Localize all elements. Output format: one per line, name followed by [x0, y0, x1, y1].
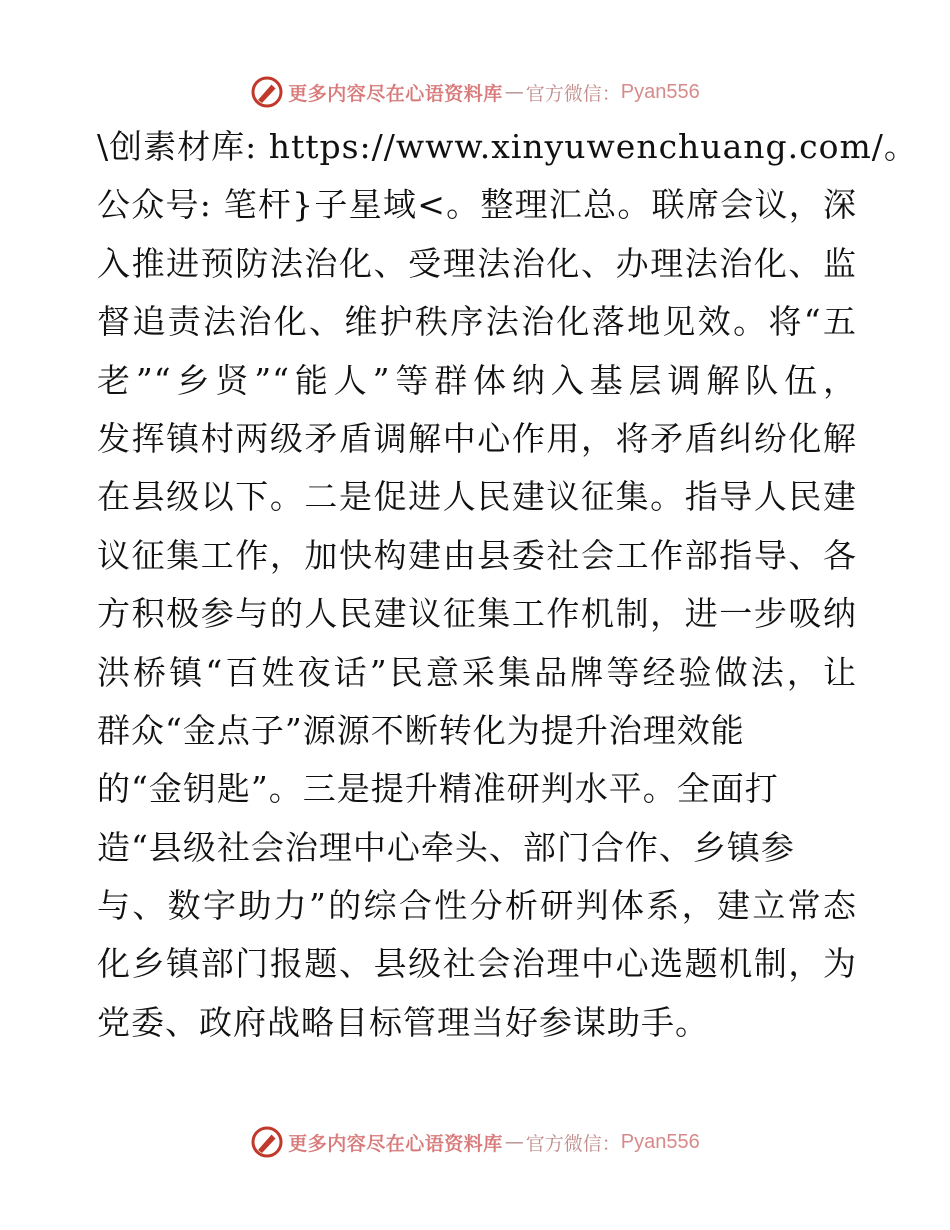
document-body	[97, 118, 918, 1052]
text-line: \创素材库: https://www.xinyuwenchuang.com/。	[97, 127, 918, 166]
text-line: 的“金钥匙”。三是提升精准研判水平。全面打	[97, 769, 779, 809]
pen-logo-icon	[250, 75, 284, 109]
text-line: 议征集工作，加快构建由县委社会工作部指导、各	[97, 535, 857, 575]
pen-logo-icon	[250, 1125, 284, 1159]
text-line: 党委、政府战略目标管理当好参谋助手。	[97, 1002, 709, 1042]
text-line: 与、数字助力”的综合性分析研判体系，建立常态	[97, 886, 857, 926]
text-line: 督追责法治化、维护秩序法治化落地见效。将“五	[97, 302, 857, 342]
watermark-separator: —	[504, 1131, 524, 1153]
watermark-wechat-id: Pyan556	[620, 80, 700, 103]
text-line: 入推进预防法治化、受理法治化、办理法治化、监	[97, 243, 857, 283]
text-line: 群众“金点子”源源不断转化为提升治理效能	[97, 710, 745, 750]
watermark-separator: —	[504, 81, 524, 103]
text-line: 造“县级社会治理中心牵头、部门合作、乡镇参	[97, 827, 795, 867]
header-watermark	[0, 72, 950, 112]
watermark-text: 更多内容尽在心语资料库	[288, 1132, 503, 1155]
text-line: 方积极参与的人民建议征集工作机制，进一步吸纳	[97, 594, 857, 634]
text-line: 公众号: 笔杆}子星域<。整理汇总。联席会议，深	[97, 185, 857, 225]
footer-watermark	[0, 1122, 950, 1162]
text-line: 老”“乡贤”“能人”等群体纳入基层调解队伍，	[97, 360, 857, 400]
watermark-wechat-id: Pyan556	[620, 1130, 700, 1153]
text-line: 发挥镇村两级矛盾调解中心作用，将矛盾纠纷化解	[97, 418, 857, 458]
text-line: 化乡镇部门报题、县级社会治理中心选题机制，为	[97, 944, 857, 984]
watermark-label: 官方微信：	[525, 82, 621, 105]
watermark-text: 更多内容尽在心语资料库	[288, 82, 503, 105]
text-line: 在县级以下。二是促进人民建议征集。指导人民建	[97, 477, 857, 517]
watermark-label: 官方微信：	[525, 1132, 621, 1155]
text-line: 洪桥镇“百姓夜话”民意采集品牌等经验做法，让	[97, 652, 857, 692]
